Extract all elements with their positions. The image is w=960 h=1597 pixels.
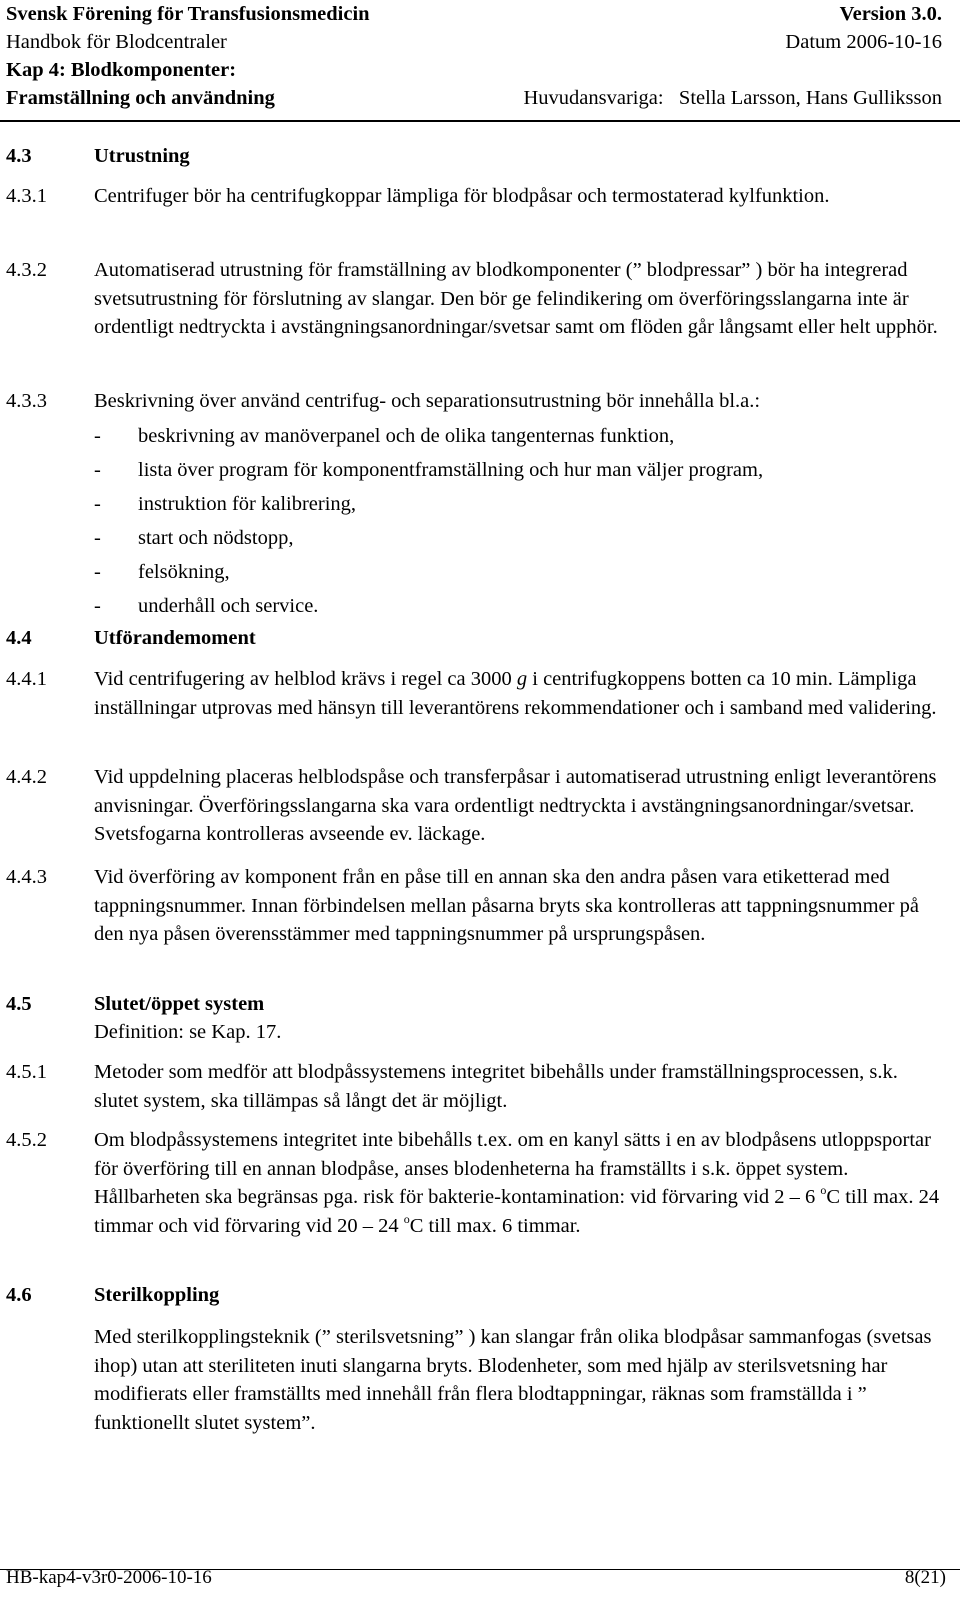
section-number: 4.4: [6, 627, 32, 649]
item-number: 4.4.3: [6, 866, 47, 888]
item-number: 4.3.2: [6, 259, 47, 281]
item-4-3-1: [6, 182, 946, 256]
item-text: Vid överföring av komponent från en påse till en annan ska den andra påsen vara etiketterad med tappningsnummer. Innan förbindelsen mellan påsarna bryts ska kontrolleras att tappningsnummer på den nya påsen överensstämmer med tappningsnummer på ursprungspåsen.: [94, 866, 919, 946]
list-item: - felsökning,: [6, 555, 946, 589]
item-text: Metoder som medför att blodpåssystemens integritet bibehålls under framställningsprocessen, s.k. slutet system, ska tillämpas så långt det är möjligt.: [94, 1061, 898, 1112]
document-body: [6, 142, 946, 1437]
item-number: 4.5.1: [6, 1061, 47, 1083]
item-4-5-2: [6, 1126, 946, 1281]
list-item: - start och nödstopp,: [6, 521, 946, 555]
section-title: Utrustning: [94, 145, 190, 167]
header-chapter-sub: Framställning och användning: [6, 87, 275, 109]
page-footer: [6, 1567, 946, 1589]
header-chapter: Kap 4: Blodkomponenter:: [6, 59, 237, 81]
section-heading-4-5: [6, 990, 946, 1018]
item-4-4-1: [6, 665, 946, 763]
section-number: 4.3: [6, 145, 32, 167]
section-title: Slutet/öppet system: [94, 993, 265, 1015]
item-4-3-2: [6, 256, 946, 387]
header-responsible-label: Huvudansvariga:: [523, 87, 664, 109]
header-handbook: Handbok för Blodcentraler: [6, 31, 227, 53]
header-responsible-names: Stella Larsson, Hans Gulliksson: [678, 87, 942, 109]
list-item-text: underhåll och service.: [138, 595, 319, 617]
list-item: - instruktion för kalibrering,: [6, 487, 946, 521]
section-number: 4.6: [6, 1284, 32, 1306]
footer-page-number: 8(21): [904, 1567, 946, 1588]
item-number: 4.4.1: [6, 668, 47, 690]
item-number: 4.5.2: [6, 1129, 47, 1151]
item-text: Centrifuger bör ha centrifugkoppar lämpliga för blodpåsar och termostaterad kylfunktion.: [94, 185, 830, 207]
list-item-text: beskrivning av manöverpanel och de olika tangenternas funktion,: [138, 425, 675, 447]
footer-doc-id: HB-kap4-v3r0-2006-10-16: [6, 1567, 212, 1588]
page-header: [6, 0, 942, 112]
item-text: Beskrivning över använd centrifug- och separationsutrustning bör innehålla bl.a.:: [94, 390, 761, 412]
list-item-text: felsökning,: [138, 561, 230, 583]
section-heading-4-4: [6, 623, 946, 665]
section-heading-4-3: [6, 142, 946, 182]
header-row-2: [6, 28, 942, 56]
list-item-text: lista över program för komponentframställning och hur man väljer program,: [138, 459, 764, 481]
bullet-list: [6, 419, 946, 623]
header-row-4: [6, 84, 942, 112]
item-number: 4.3.3: [6, 390, 47, 412]
header-responsible: [524, 84, 943, 112]
list-item: - beskrivning av manöverpanel och de olika tangenternas funktion,: [6, 419, 946, 453]
section-definition: Definition: se Kap. 17.: [94, 1021, 282, 1043]
list-item-text: start och nödstopp,: [138, 527, 294, 549]
item-4-5-1: [6, 1058, 946, 1126]
section-text: Med sterilkopplingsteknik (” sterilsvetsning” ) kan slangar från olika blodpåsar sammanfogas (svetsas ihop) utan att steriliteten inuti slangarna bryts. Blodenheter, som med hjälp av sterilsvetsning har modifierats eller framställts med innehåll från flera blodtappningar, räknas som framställda i ” funktionellt slutet system”.: [94, 1326, 932, 1434]
item-4-4-2: [6, 763, 946, 863]
header-row-1: [6, 0, 942, 28]
item-text: Vid uppdelning placeras helblodspåse och transferpåsar i automatiserad utrustning enligt leverantörens anvisningar. Överföringsslangarna ska vara ordentligt nedtryckta i avstängningsanordningar/svetsar. Svetsfogarna kontrolleras avseende ev. läckage.: [94, 766, 937, 846]
header-date: Datum 2006-10-16: [785, 31, 942, 53]
section-title: Sterilkoppling: [94, 1284, 220, 1306]
item-text: Om blodpåssystemens integritet inte bibehålls t.ex. om en kanyl sätts i en av blodpåsens utloppsportar för överföring till en annan blodpåse, anses blodenheterna ha framställts i s.k. öppet system. Hållbarheten ska begränsas pga. risk för bakterie-kontamination: vid förvaring vid 2 – 6 $^o$C till max. 24 timmar och vid förvaring vid 20 – 24 $^o$C till max. 6 timmar.: [94, 1129, 940, 1237]
item-text: Automatiserad utrustning för framställning av blodkomponenter (” blodpressar” ) bör ha integrerad svetsutrustning för förslutning av slangar. Den bör ge felindikering om överföringsslangarna inte är ordentligt nedtryckta i avstängningsanordningar/svetsar samt om flöden går långsamt eller helt upphör.: [94, 259, 938, 339]
section-number: 4.5: [6, 993, 32, 1015]
header-row-3: [6, 56, 942, 84]
header-divider: [0, 120, 960, 122]
item-text: Vid centrifugering av helblod krävs i regel ca 3000 g i centrifugkoppens botten ca 10 min. Lämpliga inställningar utprovas med hänsyn till leverantörens rekommendationer och i samband med validering.: [94, 668, 937, 719]
section-title: Utförandemoment: [94, 627, 256, 649]
item-number: 4.3.1: [6, 185, 47, 207]
list-item: - underhåll och service.: [6, 589, 946, 623]
item-number: 4.4.2: [6, 766, 47, 788]
section-heading-4-6: [6, 1281, 946, 1323]
header-version: Version 3.0.: [839, 3, 942, 25]
item-4-3-3: [6, 387, 946, 417]
item-4-4-3: [6, 863, 946, 990]
header-org: Svensk Förening för Transfusionsmedicin: [6, 3, 370, 25]
list-item-text: instruktion för kalibrering,: [138, 493, 357, 515]
list-item: - lista över program för komponentframställning och hur man väljer program,: [6, 453, 946, 487]
